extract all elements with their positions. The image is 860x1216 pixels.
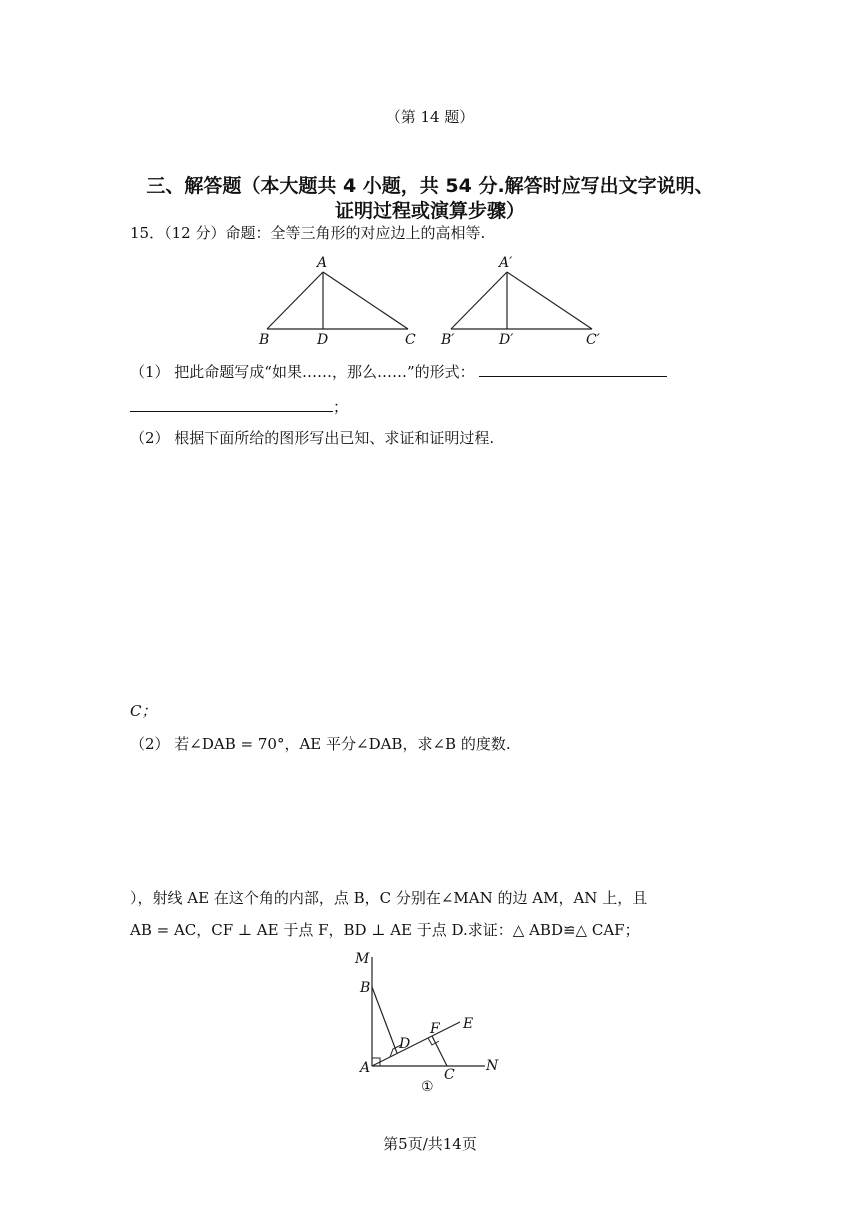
q15-part1-end: ；	[333, 398, 349, 416]
label-f: F	[430, 1021, 440, 1037]
triangle-a1b1c1	[440, 255, 601, 348]
label-a-prime: A′	[499, 255, 513, 271]
q15-triangles-figure	[250, 250, 610, 350]
label-e: E	[463, 1016, 474, 1032]
figure-caption-q14: （第 14 题）	[385, 108, 475, 126]
label-b-fig: B	[360, 980, 371, 996]
label-d-prime: D′	[499, 332, 514, 348]
page-footer: 第5页/共14页	[383, 1135, 477, 1153]
q15-part1-text: （1） 把此命题写成“如果……，那么……”的形式：	[130, 363, 475, 381]
angle-question-part2: （2） 若∠DAB = 70°，AE 平分∠DAB，求∠B 的度数.	[130, 735, 511, 753]
label-n: N	[486, 1058, 499, 1074]
fragment-c: C；	[130, 702, 157, 720]
q15-part2: （2） 根据下面所给的图形写出已知、求证和证明过程.	[130, 429, 495, 447]
q15-stem: 15．（12 分）命题：全等三角形的对应边上的高相等.	[130, 224, 486, 242]
angle-man-figure	[340, 945, 520, 1095]
ray-question-line1: ），射线 AE 在这个角的内部，点 B，C 分别在∠MAN 的边 AM，AN 上，且	[130, 889, 648, 907]
label-m: M	[355, 951, 370, 967]
label-b: B	[259, 332, 270, 348]
q15-part1-cont	[130, 395, 348, 417]
label-a: A	[317, 255, 328, 271]
triangle-abc	[258, 255, 416, 348]
section-heading-line2: 证明过程或演算步骤）	[334, 200, 525, 222]
answer-blank-1[interactable]	[479, 360, 667, 377]
label-c-prime: C′	[586, 332, 600, 348]
label-c: C	[405, 332, 416, 348]
ray-question-line2: AB = AC，CF ⊥ AE 于点 F，BD ⊥ AE 于点 D.求证：△ ABD≌△ CAF；	[130, 921, 640, 939]
q15-part1	[130, 360, 667, 382]
answer-blank-2[interactable]	[130, 395, 333, 412]
label-a-fig: A	[360, 1060, 371, 1076]
label-d-fig: D	[399, 1036, 411, 1052]
label-d: D	[317, 332, 329, 348]
label-b-prime: B′	[441, 332, 455, 348]
section-heading-line1: 三、解答题（本大题共 4 小题，共 54 分.解答时应写出文字说明、	[146, 175, 714, 197]
figure-number: ①	[421, 1079, 434, 1095]
label-c-fig: C	[444, 1067, 455, 1083]
